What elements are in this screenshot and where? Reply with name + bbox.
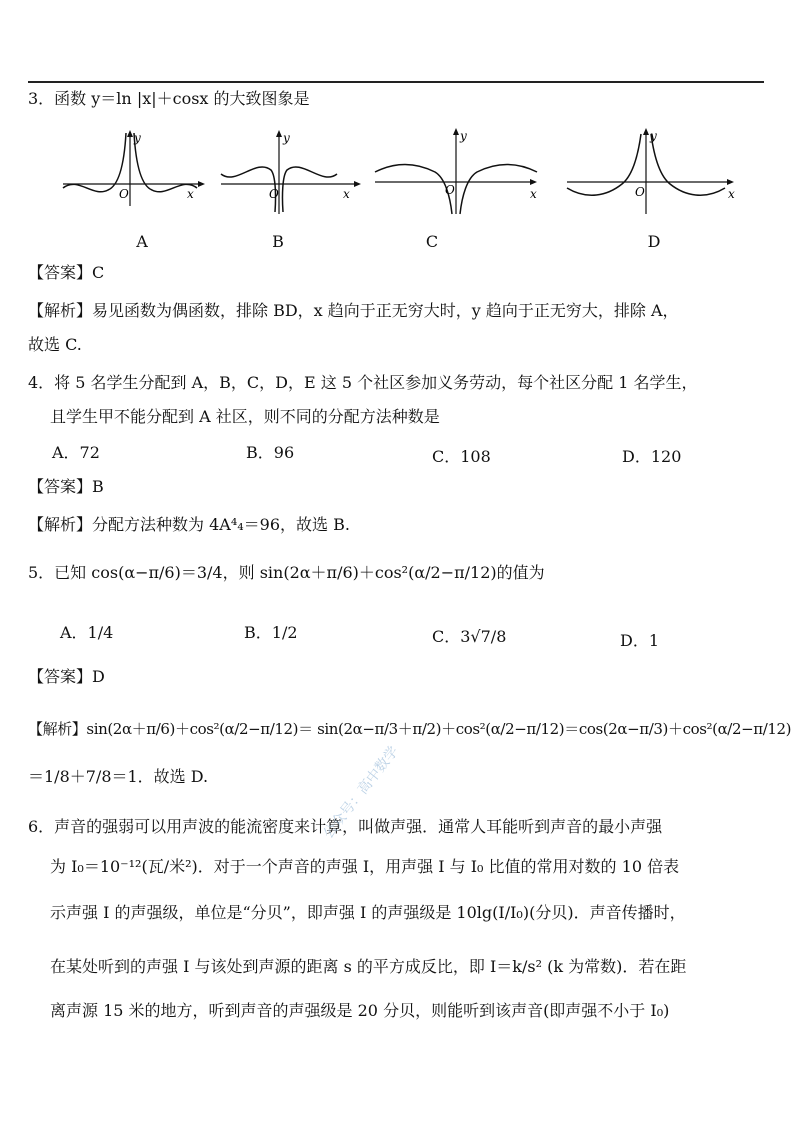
graph-d: [562, 126, 742, 218]
q6-line1: 6．声音的强弱可以用声波的能流密度来计算，叫做声强．通常人耳能听到声音的最小声强: [28, 817, 663, 836]
q6-line4: 在某处听到的声强 I 与该处到声源的距离 s 的平方成反比，即 I＝k/s² (k 为常数)．若在距: [50, 957, 687, 976]
graph-c-origin: O: [445, 183, 455, 197]
q4-analysis: 【解析】分配方法种数为 4A⁴₄＝96，故选 B.: [28, 515, 350, 534]
q5-analysis-line2: ＝1/8＋7/8＝1．故选 D.: [28, 767, 209, 786]
q6-line3: 示声强 I 的声强级，单位是“分贝”，即声强 I 的声强级是 10lg(I/I₀)(分贝)．声音传播时，: [50, 903, 686, 922]
q4-option-b: B．96: [246, 443, 295, 462]
graph-a: [58, 128, 208, 208]
graph-label-b: B: [272, 232, 284, 251]
q4-option-d: D．120: [622, 447, 682, 466]
graph-label-d: D: [647, 232, 661, 251]
graph-d-y-label: y: [650, 129, 657, 143]
q5-option-b: B．1/2: [244, 623, 298, 642]
q5-analysis-line1: 【解析】sin(2α＋π/6)＋cos²(α/2−π/12)＝ sin(2α−π/3＋π/2)＋cos²(α/2−π/12)＝cos(2α−π/3)＋cos²(α/2−π/12): [28, 720, 792, 738]
q4-stem-line1: 4．将 5 名学生分配到 A，B，C，D，E 这 5 个社区参加义务劳动，每个社区分配 1 名学生，: [28, 373, 698, 392]
q5-option-d: D．1: [620, 631, 660, 650]
q3-answer: 【答案】C: [28, 263, 105, 282]
graph-label-a: A: [136, 232, 148, 251]
q5-option-a: A．1/4: [60, 623, 114, 642]
q3-stem: 3．函数 y＝ln |x|＋cosx 的大致图象是: [28, 89, 310, 108]
watermark: 公众号：高中数学: [320, 743, 402, 842]
q3-analysis-line2: 故选 C.: [28, 335, 82, 354]
graph-d-origin: O: [635, 185, 645, 199]
graph-a-origin: O: [119, 187, 129, 201]
q6-line5: 离声源 15 米的地方，听到声音的声强级是 20 分贝，则能听到该声音(即声强不小于 I₀): [50, 1001, 670, 1020]
q5-option-c: C．3√7/8: [432, 627, 507, 646]
q4-option-a: A．72: [52, 443, 100, 462]
q3-analysis-line1: 【解析】易见函数为偶函数，排除 BD，x 趋向于正无穷大时，y 趋向于正无穷大，排除 A，: [28, 301, 679, 320]
graph-b-x-label: x: [343, 187, 350, 201]
graph-c-y-label: y: [460, 129, 467, 143]
q4-option-c: C．108: [432, 447, 491, 466]
graph-c: [370, 126, 550, 218]
graph-label-c: C: [425, 232, 439, 251]
graph-b-origin: O: [269, 187, 279, 201]
q4-answer: 【答案】B: [28, 477, 104, 496]
graph-c-x-label: x: [530, 187, 537, 201]
graph-d-x-label: x: [728, 187, 735, 201]
top-rule: [28, 81, 764, 83]
q4-stem-line2: 且学生甲不能分配到 A 社区，则不同的分配方法种数是: [50, 407, 440, 426]
graph-b: [216, 128, 366, 218]
graph-a-y-label: y: [134, 131, 141, 145]
graph-b-y-label: y: [283, 131, 290, 145]
q6-line2: 为 I₀＝10⁻¹²(瓦/米²)．对于一个声音的声强 I，用声强 I 与 I₀ 比值的常用对数的 10 倍表: [50, 857, 680, 876]
q5-answer: 【答案】D: [28, 667, 105, 686]
graph-a-x-label: x: [187, 187, 194, 201]
q5-stem: 5．已知 cos(α−π/6)＝3/4，则 sin(2α＋π/6)＋cos²(α/2−π/12)的值为: [28, 563, 545, 582]
